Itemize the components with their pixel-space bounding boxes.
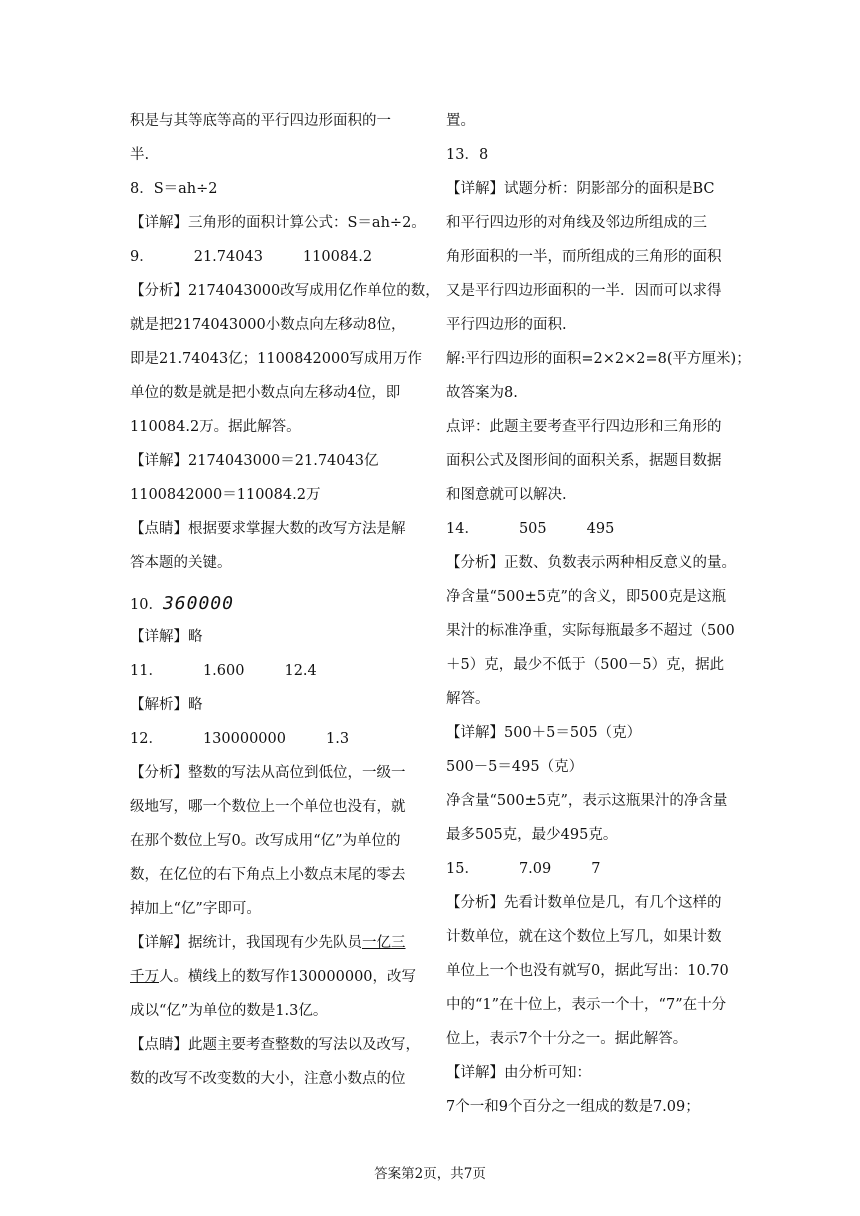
text-line: 7个一和9个百分之一组成的数是7.09； xyxy=(446,1099,700,1115)
answer-9 xyxy=(130,240,428,274)
text-line: 【详解】据统计，我国现有少先队员一亿三 xyxy=(130,935,406,951)
text-line: 和平行四边形的对角线及邻边所组成的三 xyxy=(446,215,707,231)
text-line: 【详解】试题分析：阴影部分的面积是BC xyxy=(446,181,715,197)
question-number: 9． xyxy=(130,249,154,265)
text-line: 【分析】整数的写法从高位到低位，一级一 xyxy=(130,765,406,781)
text-line: 又是平行四边形面积的一半．因而可以求得 xyxy=(446,283,722,299)
text-line: 【详解】500＋5＝505（克） xyxy=(446,725,642,741)
answer-value: 495 xyxy=(586,521,615,537)
answer-value: 7 xyxy=(591,861,601,877)
handwritten-answer: 360000 xyxy=(162,593,234,614)
answer-value: 1.600 xyxy=(202,663,245,679)
question-number: 14． xyxy=(446,521,479,537)
text-line: 【详解】略 xyxy=(130,629,203,645)
text-line: 单位的数是就是把小数点向左移动4位，即 xyxy=(130,385,401,401)
text-line: 500－5＝495（克） xyxy=(446,759,584,775)
text-line: 平行四边形的面积. xyxy=(446,317,567,333)
text-line: 点评：此题主要考查平行四边形和三角形的 xyxy=(446,419,722,435)
answer-value: 12.4 xyxy=(284,663,317,679)
text-line: 【解析】略 xyxy=(130,697,203,713)
text-line: 级地写，哪一个数位上一个单位也没有，就 xyxy=(130,799,406,815)
text-line: 净含量“500±5克”的含义，即500克是这瓶 xyxy=(446,589,727,605)
page-footer: 答案第2页，共7页 xyxy=(374,1166,486,1182)
text-line: 净含量“500±5克”，表示这瓶果汁的净含量 xyxy=(446,793,728,809)
answer-value: 130000000 xyxy=(202,731,286,747)
text-line: 【点睛】此题主要考查整数的写法以及改写， xyxy=(130,1037,420,1053)
answer-8: 8．S＝ah÷2 xyxy=(130,181,218,197)
text-line: 半. xyxy=(130,147,150,163)
text-line: 答本题的关键。 xyxy=(130,555,232,571)
text-line: 单位上一个也没有就写0，据此写出：10.70 xyxy=(446,963,729,979)
text-line: 置。 xyxy=(446,113,475,129)
text-line: 【详解】2174043000＝21.74043亿 xyxy=(130,453,379,469)
text-line: 最多505克，最少495克。 xyxy=(446,827,618,843)
text-line: 数，在亿位的右下角点上小数点末尾的零去 xyxy=(130,867,406,883)
text-line: 果汁的标准净重，实际每瓶最多不超过（500 xyxy=(446,623,735,639)
text-line: 【详解】三角形的面积计算公式：S＝ah÷2。 xyxy=(130,215,426,231)
question-number: 11． xyxy=(130,663,163,679)
text-line: 掉加上“亿”字即可。 xyxy=(130,901,261,917)
text-line: 成以“亿”为单位的数是1.3亿。 xyxy=(130,1003,328,1019)
text-line: 解:平行四边形的面积=2×2×2=8(平方厘米)； xyxy=(446,351,751,367)
text-line: 即是21.74043亿；1100842000写成用万作 xyxy=(130,351,422,367)
text-line: 在那个数位上写0。改写成用“亿”为单位的 xyxy=(130,833,401,849)
answer-12 xyxy=(130,722,428,756)
text-line: 数的改写不改变数的大小，注意小数点的位 xyxy=(130,1071,406,1087)
text-line: ＋5）克，最少不低于（500－5）克，据此 xyxy=(446,657,725,673)
answer-15 xyxy=(446,852,746,886)
text-line: 位上，表示7个十分之一。据此解答。 xyxy=(446,1031,688,1047)
text-line: 解答。 xyxy=(446,691,490,707)
text-line: 计数单位，就在这个数位上写几，如果计数 xyxy=(446,929,722,945)
answer-value: 21.74043 xyxy=(193,249,263,265)
answer-value: 110084.2 xyxy=(302,249,373,265)
text-line: 110084.2万。据此解答。 xyxy=(130,419,301,435)
answer-13: 13．8 xyxy=(446,147,489,163)
text-line: 积是与其等底等高的平行四边形面积的一 xyxy=(130,113,391,129)
text-line: 【分析】先看计数单位是几，有几个这样的 xyxy=(446,895,722,911)
answer-11 xyxy=(130,654,428,688)
text-line: 就是把2174043000小数点向左移动8位， xyxy=(130,317,406,333)
answer-10 xyxy=(130,580,428,620)
underlined-phrase: 一亿三 xyxy=(362,935,406,951)
answer-value: 7.09 xyxy=(518,861,552,877)
text-line: 【点睛】根据要求掌握大数的改写方法是解 xyxy=(130,521,406,537)
question-number: 15． xyxy=(446,861,479,877)
answer-value: 1.3 xyxy=(325,731,350,747)
question-number: 12． xyxy=(130,731,163,747)
text-line: 中的“1”在十位上，表示一个十，“7”在十分 xyxy=(446,997,727,1013)
text-line: 1100842000＝110084.2万 xyxy=(130,487,321,503)
answer-value: 505 xyxy=(518,521,547,537)
text-line: 【分析】正数、负数表示两种相反意义的量。 xyxy=(446,555,736,571)
left-column xyxy=(130,104,440,1096)
text-line: 【分析】2174043000改写成用亿作单位的数， xyxy=(130,283,440,299)
right-column xyxy=(446,104,751,1124)
underlined-phrase: 千万 xyxy=(130,969,159,985)
text-line: 和图意就可以解决. xyxy=(446,487,567,503)
answer-14 xyxy=(446,512,746,546)
question-number: 10． xyxy=(130,597,163,613)
text-line: 【详解】由分析可知： xyxy=(446,1065,591,1081)
text-line: 故答案为8. xyxy=(446,385,518,401)
text-line: 面积公式及图形间的面积关系，据题目数据 xyxy=(446,453,722,469)
text-line: 千万人。横线上的数写作130000000，改写 xyxy=(130,969,417,985)
text-line: 角形面积的一半，而所组成的三角形的面积 xyxy=(446,249,722,265)
